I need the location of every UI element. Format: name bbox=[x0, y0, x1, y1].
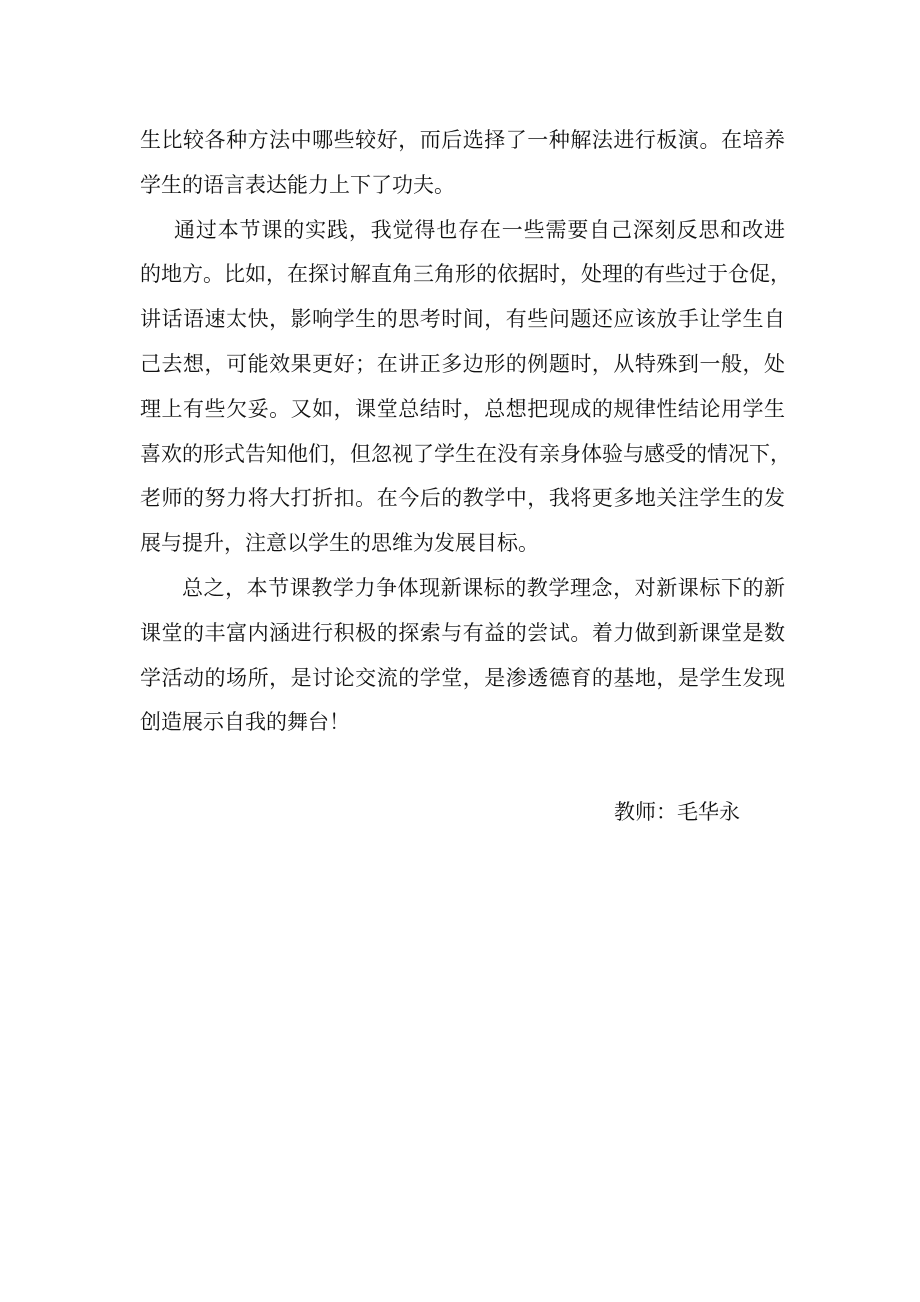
paragraph-first-line: 总之，本节课教学力争体现新课标的教学理念，对新课标下的新 bbox=[182, 575, 785, 600]
teacher-signature: 教师：毛华永 bbox=[614, 800, 740, 824]
text-line: 的地方。比如，在探讨解直角三角形的依据时，处理的有些过于仓促， bbox=[140, 262, 791, 287]
text-line: 理上有些欠妥。又如，课堂总结时，总想把现成的规律性结论用学生 bbox=[140, 396, 785, 421]
text-line: 讲话语速太快，影响学生的思考时间，有些问题还应该放手让学生自 bbox=[140, 307, 785, 332]
body-text bbox=[140, 118, 791, 745]
text-line: 学活动的场所，是讨论交流的学堂，是渗透德育的基地，是学生发现 bbox=[140, 665, 785, 690]
text-line: 创造展示自我的舞台！ bbox=[140, 710, 350, 735]
text-line: 学生的语言表达能力上下了功夫。 bbox=[140, 172, 455, 197]
text-line: 生比较各种方法中哪些较好，而后选择了一种解法进行板演。在培养 bbox=[140, 128, 785, 152]
text-line: 喜欢的形式告知他们，但忽视了学生在没有亲身体验与感受的情况下， bbox=[140, 441, 791, 466]
text-line: 课堂的丰富内涵进行积极的探索与有益的尝试。着力做到新课堂是数 bbox=[140, 620, 785, 645]
paragraph-first-line: 通过本节课的实践，我觉得也存在一些需要自己深刻反思和改进 bbox=[174, 217, 785, 242]
text-line: 展与提升，注意以学生的思维为发展目标。 bbox=[140, 531, 539, 556]
text-line: 老师的努力将大打折扣。在今后的教学中，我将更多地关注学生的发 bbox=[140, 486, 785, 511]
text-line: 己去想，可能效果更好；在讲正多边形的例题时，从特殊到一般，处 bbox=[140, 351, 785, 376]
